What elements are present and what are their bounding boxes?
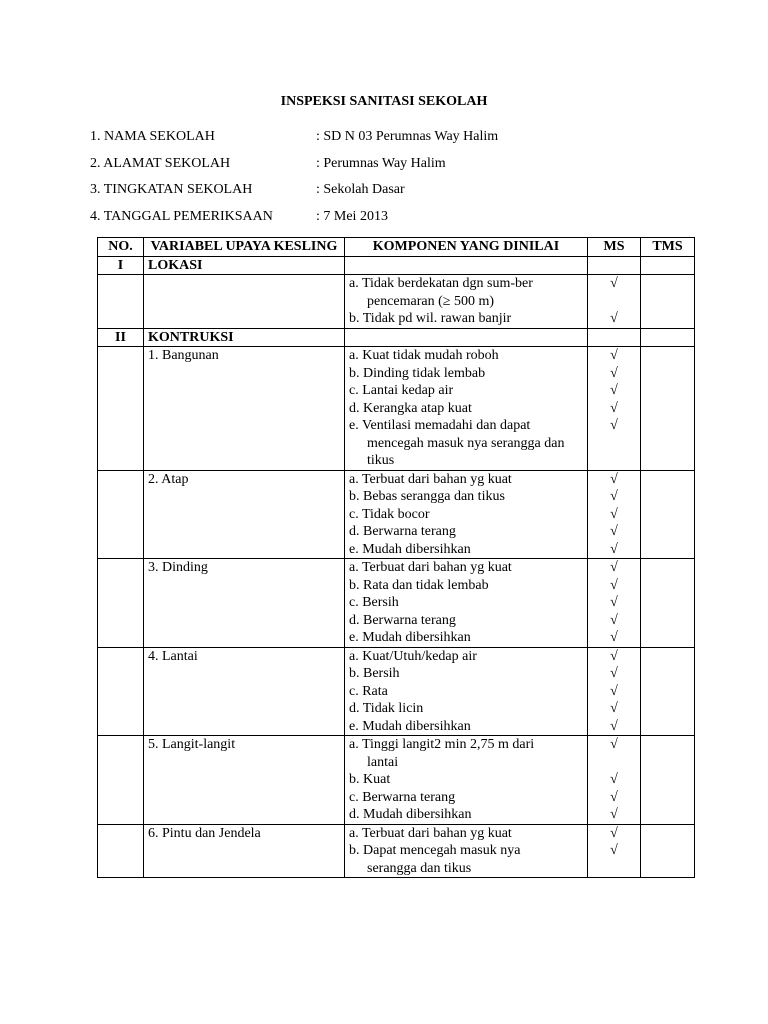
check-mark: √ (610, 683, 618, 699)
header-ms: MS (588, 238, 641, 257)
check-mark: √ (610, 648, 618, 664)
component-item-continued: lantai (367, 754, 399, 770)
component-text: a. Tidak berdekatan dgn sum-ber (349, 276, 533, 291)
section-number: II (98, 328, 144, 347)
empty-cell (98, 347, 144, 471)
variable-name: 2. Atap (144, 470, 345, 559)
school-info (90, 128, 498, 234)
check-mark: √ (610, 311, 618, 326)
info-label: 2. ALAMAT SEKOLAH (90, 155, 231, 171)
component-item: e. Mudah dibersihkan (349, 630, 471, 645)
info-row (90, 181, 498, 208)
check-mark: √ (610, 418, 618, 433)
variable-name: 3. Dinding (144, 559, 345, 648)
check-mark: √ (610, 560, 618, 575)
info-label: 4. TANGGAL PEMERIKSAAN (90, 208, 273, 224)
component-item-continued: mencegah masuk nya serangga dan (367, 435, 565, 451)
document-title: INSPEKSI SANITASI SEKOLAH (280, 94, 488, 109)
component-item (349, 310, 583, 328)
check-mark: √ (610, 541, 618, 557)
check-mark: √ (610, 612, 618, 628)
component-item: b. Rata dan tidak lembab (349, 577, 489, 593)
tms-cell (641, 647, 695, 736)
inspection-table (97, 237, 695, 878)
component-item: c. Rata (349, 683, 388, 699)
component-cell (345, 275, 588, 329)
table-header-row (98, 238, 695, 257)
table-row (98, 824, 695, 878)
tms-cell (641, 559, 695, 648)
component-item: b. Kuat (349, 772, 391, 787)
empty-cell (588, 256, 641, 275)
empty-cell (98, 736, 144, 825)
tms-cell (641, 347, 695, 471)
info-row (90, 155, 498, 182)
empty-cell (98, 824, 144, 878)
empty-cell (98, 559, 144, 648)
ms-cell (588, 559, 641, 648)
info-row (90, 128, 498, 155)
tms-cell (641, 736, 695, 825)
component-cell (345, 347, 588, 471)
component-item: b. Bebas serangga dan tikus (349, 489, 505, 504)
section-number: I (98, 256, 144, 275)
check-mark: √ (610, 383, 618, 398)
component-item: c. Bersih (349, 595, 399, 610)
ms-cell (588, 736, 641, 825)
header-variabel: VARIABEL UPAYA KESLING (144, 238, 345, 257)
component-item: e. Ventilasi memadahi dan dapat (349, 418, 531, 433)
check-mark: √ (610, 772, 618, 787)
ms-cell (588, 347, 641, 471)
component-item: d. Kerangka atap kuat (349, 400, 472, 416)
variable-name: 5. Langit-langit (144, 736, 345, 825)
table-row (98, 559, 695, 648)
component-item: a. Kuat/Utuh/kedap air (349, 648, 477, 664)
component-item: d. Mudah dibersihkan (349, 807, 472, 822)
component-text: b. Tidak pd wil. rawan banjir (349, 311, 512, 326)
empty-cell (144, 275, 345, 329)
component-item: e. Mudah dibersihkan (349, 718, 471, 734)
component-item-continued: tikus (367, 453, 395, 468)
header-tms: TMS (641, 238, 695, 257)
section-title: LOKASI (144, 256, 345, 275)
component-cell (345, 736, 588, 825)
check-mark: √ (610, 718, 618, 734)
component-item: c. Lantai kedap air (349, 383, 454, 398)
empty-cell (345, 256, 588, 275)
component-item: a. Terbuat dari bahan yg kuat (349, 825, 512, 841)
section-row (98, 328, 695, 347)
empty-cell (641, 256, 695, 275)
check-mark: √ (610, 666, 618, 681)
empty-cell (98, 470, 144, 559)
table-row (98, 275, 695, 329)
component-cell (345, 470, 588, 559)
check-mark: √ (610, 825, 618, 841)
component-item: a. Kuat tidak mudah roboh (349, 348, 499, 363)
variable-name: 6. Pintu dan Jendela (144, 824, 345, 878)
table-row (98, 647, 695, 736)
ms-cell (588, 470, 641, 559)
empty-cell (98, 647, 144, 736)
check-mark: √ (610, 577, 618, 593)
component-item: a. Terbuat dari bahan yg kuat (349, 560, 512, 575)
component-item: d. Berwarna terang (349, 524, 456, 539)
info-value: : Perumnas Way Halim (316, 155, 446, 171)
info-value: : Sekolah Dasar (316, 182, 405, 197)
component-item-continued (349, 293, 583, 311)
component-item: b. Dinding tidak lembab (349, 365, 486, 381)
table-row (98, 347, 695, 471)
empty-cell (588, 328, 641, 347)
check-mark: √ (610, 348, 618, 363)
component-cell (345, 559, 588, 648)
check-mark: √ (610, 630, 618, 645)
component-text: pencemaran (≥ 500 m) (367, 293, 495, 309)
ms-cell (588, 647, 641, 736)
tms-cell (641, 275, 695, 329)
info-label: 3. TINGKATAN SEKOLAH (90, 182, 253, 197)
ms-cell (588, 824, 641, 878)
tms-cell (641, 824, 695, 878)
component-item: b. Bersih (349, 666, 400, 681)
component-item: c. Tidak bocor (349, 506, 430, 522)
check-mark: √ (610, 807, 618, 822)
check-mark: √ (610, 471, 618, 487)
table-row (98, 736, 695, 825)
table-row (98, 470, 695, 559)
header-komponen: KOMPONEN YANG DINILAI (345, 238, 588, 257)
component-cell (345, 824, 588, 878)
component-cell (345, 647, 588, 736)
component-item: b. Dapat mencegah masuk nya (349, 843, 521, 858)
check-mark: √ (610, 701, 618, 716)
info-label: 1. NAMA SEKOLAH (90, 129, 215, 144)
check-mark: √ (610, 789, 618, 805)
component-item: d. Tidak licin (349, 701, 424, 716)
check-mark: √ (610, 595, 618, 610)
info-value: : 7 Mei 2013 (316, 208, 388, 224)
info-value: : SD N 03 Perumnas Way Halim (316, 129, 499, 144)
check-mark: √ (610, 400, 618, 416)
check-mark: √ (610, 365, 618, 381)
check-mark: √ (610, 524, 618, 539)
empty-cell (345, 328, 588, 347)
component-item (349, 275, 583, 293)
component-item-continued: serangga dan tikus (367, 860, 472, 876)
check-mark: √ (610, 843, 618, 858)
check-mark: √ (610, 276, 618, 291)
section-title: KONTRUKSI (144, 328, 345, 347)
check-mark: √ (610, 737, 618, 752)
component-item: e. Mudah dibersihkan (349, 541, 471, 557)
variable-name: 1. Bangunan (144, 347, 345, 471)
check-mark: √ (610, 489, 618, 504)
header-no: NO. (98, 238, 144, 257)
empty-cell (641, 328, 695, 347)
ms-cell (588, 275, 641, 329)
info-row (90, 208, 498, 235)
component-item: a. Terbuat dari bahan yg kuat (349, 471, 512, 487)
component-item: d. Berwarna terang (349, 612, 456, 628)
component-item: a. Tinggi langit2 min 2,75 m dari (349, 737, 535, 752)
check-mark: √ (610, 506, 618, 522)
tms-cell (641, 470, 695, 559)
variable-name: 4. Lantai (144, 647, 345, 736)
component-item: c. Berwarna terang (349, 789, 456, 805)
empty-cell (98, 275, 144, 329)
section-row (98, 256, 695, 275)
